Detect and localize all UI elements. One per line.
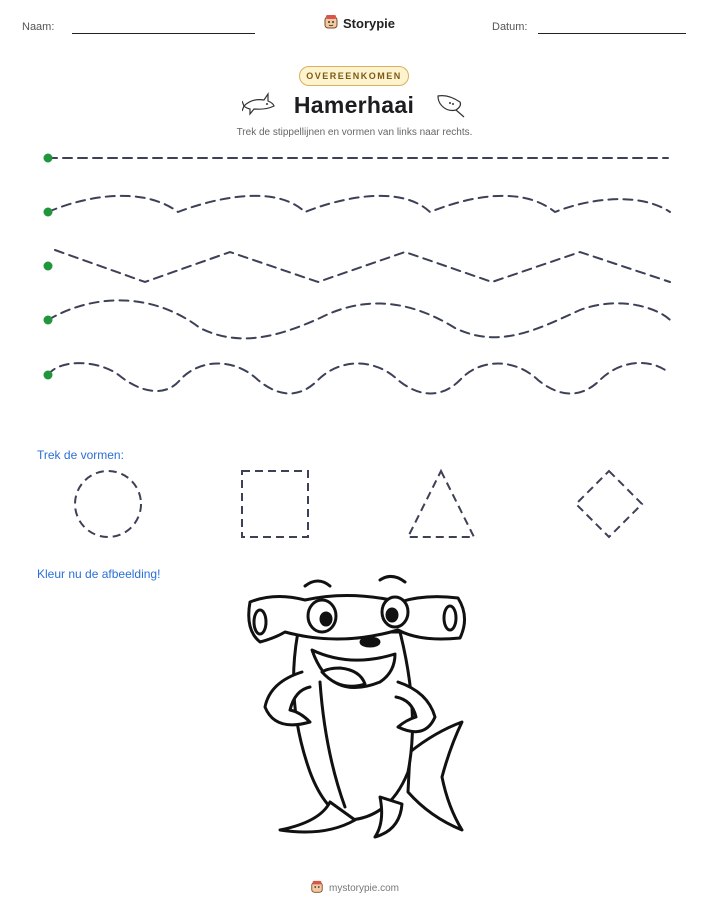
tracing-line-zigzag[interactable] (55, 250, 670, 282)
hammerhead-shark-illustration (230, 572, 480, 844)
trace-diamond[interactable] (576, 471, 642, 537)
start-dot (44, 262, 53, 271)
tracing-line-wave-large[interactable] (48, 300, 672, 338)
tracing-line-wave[interactable] (48, 196, 670, 212)
footer-link[interactable]: mystorypie.com (328, 883, 399, 894)
shapes-section-label: Trek de vormen: (37, 448, 124, 462)
start-dot (44, 371, 53, 380)
trace-circle[interactable] (75, 471, 141, 537)
name-line[interactable] (72, 33, 255, 34)
date-label: Datum: (492, 21, 528, 33)
brand-name: Storypie (343, 16, 396, 31)
storypie-logo-icon (310, 880, 324, 897)
brand-logo (323, 14, 395, 33)
start-dot (44, 316, 53, 325)
start-dot (44, 154, 53, 163)
tracing-area (0, 140, 709, 400)
stingray-icon (434, 90, 466, 123)
instructions: Trek de stippellijnen en vormen van links naar rechts. (236, 127, 473, 138)
start-dot (44, 208, 53, 217)
trace-square[interactable] (242, 471, 308, 537)
name-label: Naam: (22, 21, 55, 33)
category-badge: OVEREENKOMEN (299, 66, 409, 86)
trace-triangle[interactable] (408, 471, 474, 537)
date-line[interactable] (538, 33, 686, 34)
page-title: Hamerhaai (293, 92, 415, 118)
color-section-label: Kleur nu de afbeelding! (37, 567, 161, 581)
tracing-line-loops[interactable] (48, 363, 668, 394)
footer (0, 880, 709, 897)
shapes-area (0, 462, 709, 548)
storypie-logo-icon (323, 14, 339, 33)
